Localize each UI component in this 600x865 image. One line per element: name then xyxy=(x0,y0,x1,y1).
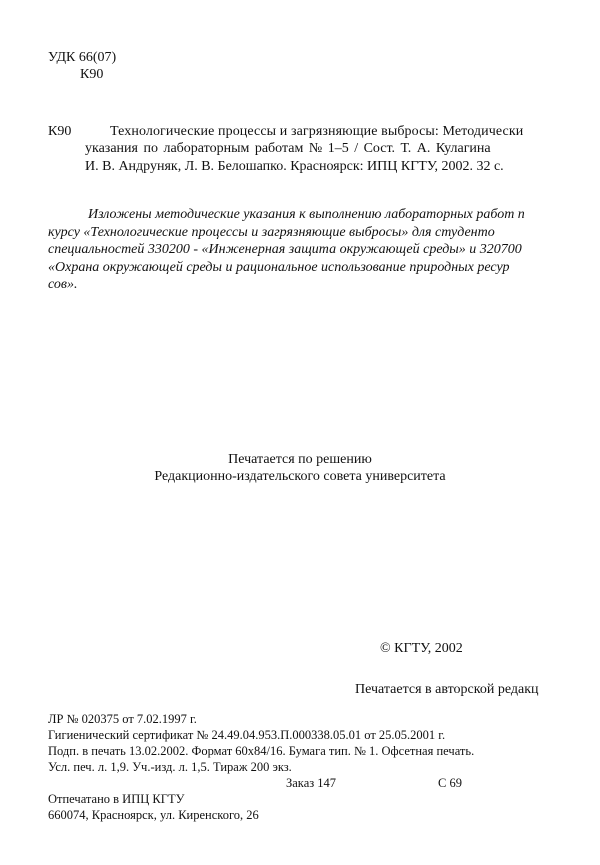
abstract-line-4: «Охрана окружающей среды и рациональное использование природных ресур xyxy=(48,260,510,275)
imprint-license: ЛР № 020375 от 7.02.1997 г. xyxy=(48,712,197,726)
annotation-line-1: Технологические процессы и загрязняющие выбросы: Методически xyxy=(110,124,524,139)
imprint-code: С 69 xyxy=(438,776,462,790)
abstract-line-3: специальностей 330200 - «Инженерная защита окружающей среды» и 320700 xyxy=(48,242,522,257)
imprint-hygiene-certificate: Гигиенический сертификат № 24.49.04.953.П.000338.05.01 от 25.05.2001 г. xyxy=(48,728,446,742)
udk-code: УДК 66(07) xyxy=(48,50,117,65)
abstract-line-1: Изложены методические указания к выполнению лабораторных работ п xyxy=(88,207,525,222)
imprint-signed-to-print: Подп. в печать 13.02.2002. Формат 60х84/16. Бумага тип. № 1. Офсетная печать. xyxy=(48,744,475,758)
imprint-printed-at: Отпечатано в ИПЦ КГТУ xyxy=(48,792,185,806)
print-decision-line-2: Редакционно-издательского совета университета xyxy=(154,469,446,484)
annotation-line-3: И. В. Андруняк, Л. В. Белошапко. Красноярск: ИПЦ КГТУ, 2002. 32 с. xyxy=(85,159,504,174)
print-decision-line-1: Печатается по решению xyxy=(228,452,372,467)
abstract-line-2: курсу «Технологические процессы и загрязняющие выбросы» для студенто xyxy=(48,225,495,240)
copyright: © КГТУ, 2002 xyxy=(380,641,463,656)
author-sign-top: К90 xyxy=(80,67,104,82)
imprint-order: Заказ 147 xyxy=(286,776,337,790)
annotation-line-2: указания по лабораторным работам № 1–5 / Сост. Т. А. Кулагина xyxy=(85,141,491,156)
abstract-line-5: сов». xyxy=(48,277,78,292)
author-edition-note: Печатается в авторской редакц xyxy=(355,682,539,697)
imprint-sheets: Усл. печ. л. 1,9. Уч.-изд. л. 1,5. Тираж 200 экз. xyxy=(48,760,292,774)
imprint-address: 660074, Красноярск, ул. Киренского, 26 xyxy=(48,808,259,822)
annotation-code: К90 xyxy=(48,124,72,139)
